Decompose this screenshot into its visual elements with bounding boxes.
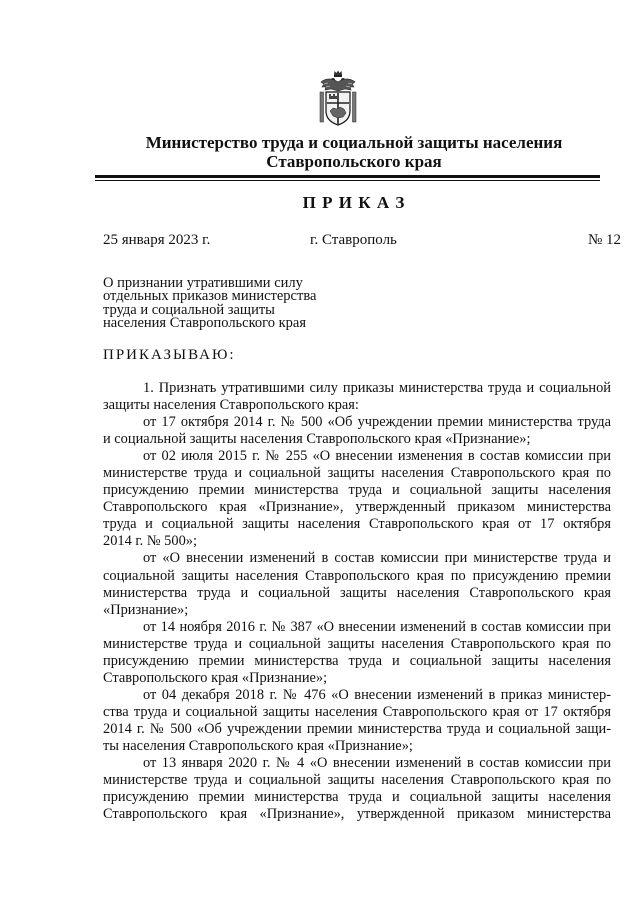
header-rule-thin (95, 180, 600, 181)
body-line: труда и социальной защиты населения Ставропольского края от 17 октября (103, 516, 611, 533)
header-rule-thick (95, 175, 600, 178)
body-line: от 14 ноября 2016 г. № 387 «О внесении изменений в состав комиссии при (143, 618, 611, 635)
clause-paragraph (103, 380, 611, 414)
body-line: присуждению премии министерства труда и социальной защиты населения (103, 482, 611, 499)
body-line: министерстве труда и социальной защиты населения Ставропольского края по (103, 465, 611, 482)
body-line: ты населения Ставропольского края «Признание»; (103, 737, 413, 754)
body-line: от 04 декабря 2018 г. № 476 «О внесении изменений в приказ министер- (143, 686, 611, 703)
body-line: от 17 октября 2014 г. № 500 «Об учреждении премии министерства труда (143, 414, 611, 431)
body-line: Ставропольского края «Признание», утвержденный приказом министерства (103, 499, 611, 516)
body-line: от «О внесении изменений в состав комиссии при министерстве труда и (143, 550, 611, 567)
repealed-order-item (103, 414, 611, 448)
repealed-order-item (103, 619, 611, 687)
body-line: и социальной защиты населения Ставропольского края «Признание»; (103, 431, 531, 448)
subject-line: О признании утратившими силу (103, 275, 303, 291)
order-date: 25 января 2023 г. (103, 232, 211, 248)
body-line: министерства труда и социальной защиты населения Ставропольского края (103, 584, 611, 601)
body-line: Ставропольского края «Признание», утвержденной приказом министерства (103, 806, 611, 823)
order-number: № 12 (587, 232, 621, 248)
ministry-region-line: Ставропольского края (266, 152, 442, 171)
body-line: присуждению премии министерства труда и социальной защиты населения (103, 789, 611, 806)
body-line: защиты населения Ставропольского края: (103, 397, 359, 414)
body-line: 2014 г. № 500 «Об учреждении премии министерства труда и социальной защи- (103, 720, 611, 737)
subject-line: населения Ставропольского края (103, 314, 307, 331)
order-city: г. Ставрополь (310, 232, 397, 248)
body-line: от 13 января 2020 г. № 4 «О внесении изменений в состав комиссии при (143, 755, 611, 772)
repealed-order-item (103, 687, 611, 755)
repealed-order-item (103, 550, 611, 618)
body-line: Ставропольского края «Признание»; (103, 669, 328, 686)
coat-of-arms-icon (318, 70, 358, 127)
order-subject (103, 277, 316, 330)
ministry-header (98, 133, 610, 171)
order-directive: ПРИКАЗЫВАЮ: (103, 347, 236, 363)
order-body (103, 380, 611, 823)
body-line: присуждению премии министерства труда и социальной защиты населения (103, 652, 611, 669)
repealed-order-item (103, 448, 611, 550)
body-line: от 02 июля 2015 г. № 255 «О внесении изменения в состав комиссии при (143, 448, 611, 465)
document-type-title: П Р И К А З (302, 193, 406, 212)
body-line: 1. Признать утратившими силу приказы министерства труда и социальной (143, 380, 611, 396)
repealed-order-item (103, 755, 611, 823)
body-line: министерстве труда и социальной защиты населения Ставропольского края по (103, 772, 611, 789)
body-line: министерстве труда и социальной защиты населения Ставропольского края по (103, 635, 611, 652)
body-line: 2014 г. № 500»; (103, 533, 197, 550)
subject-line: отдельных приказов министерства (103, 288, 317, 305)
subject-line: труда и социальной защиты (103, 301, 275, 318)
body-line: ства труда и социальной защиты населения Ставропольского края от 17 октября (103, 703, 611, 720)
ministry-name-line: Министерство труда и социальной защиты населения (145, 133, 563, 152)
body-line: социальной защиты населения Ставропольского края по присуждению премии (103, 567, 611, 584)
body-line: «Признание»; (103, 601, 189, 618)
